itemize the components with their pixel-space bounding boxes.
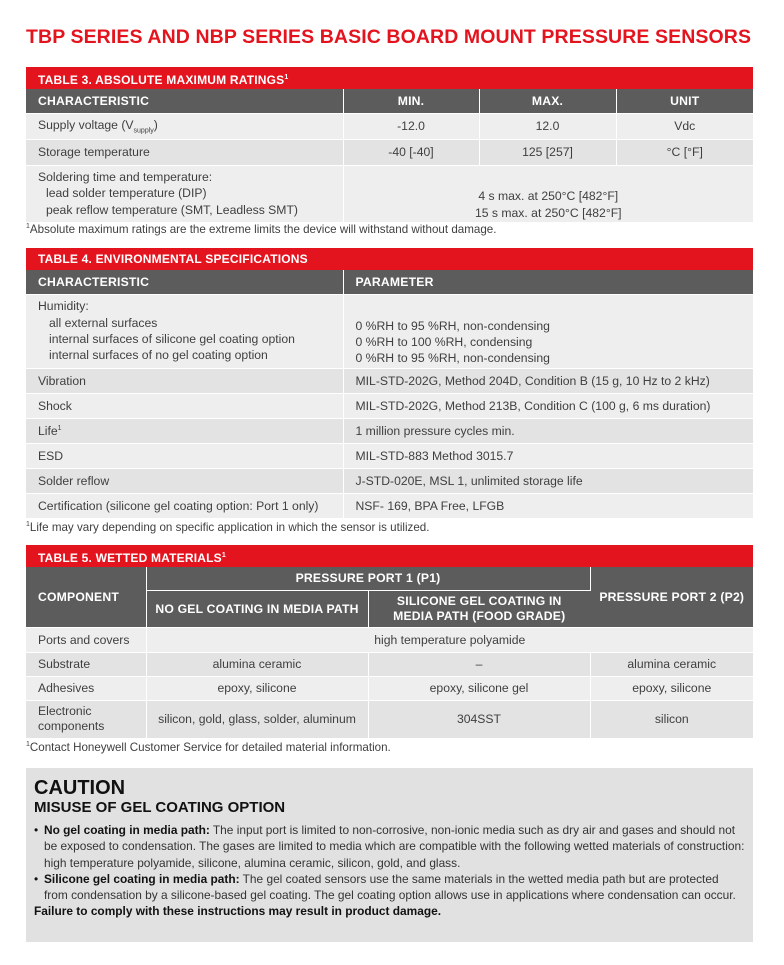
cell-value: epoxy, silicone gel [368,676,590,700]
table-title: TABLE 3. ABSOLUTE MAXIMUM RATINGS$^1$ [26,67,753,89]
table-title: TABLE 4. ENVIRONMENTAL SPECIFICATIONS [26,248,753,270]
table-wetted-materials [26,545,753,739]
footnote: $^1$Contact Honeywell Customer Service for detailed material information. [26,741,391,754]
table-row [26,493,753,518]
cell-value: alumina ceramic [146,652,368,676]
table-row [26,368,753,393]
cell-value: 12.0 [479,113,616,139]
table-header-row [26,567,753,590]
cell-value: alumina ceramic [590,652,753,676]
table-row [26,700,753,738]
cell-value: 304SST [368,700,590,738]
table-header-row [26,89,753,113]
column-header: NO GEL COATING IN MEDIA PATH [146,590,368,627]
table-row [26,113,753,139]
row-label: Electronic components [26,700,146,738]
cell-value: Vdc [616,113,753,139]
row-label: Ports and covers [26,627,146,652]
row-label: Certification (silicone gel coating option: Port 1 only) [26,493,343,518]
table-absolute-maximum-ratings [26,67,753,223]
table-title: TABLE 5. WETTED MATERIALS$^1$ [26,545,753,567]
column-header: CHARACTERISTIC [26,89,343,113]
table-row [26,468,753,493]
column-header: MAX. [479,89,616,113]
cell-value: 125 [257] [479,139,616,165]
cell-value: NSF- 169, BPA Free, LFGB [343,493,753,518]
column-header: CHARACTERISTIC [26,270,343,294]
cell-value: silicon [590,700,753,738]
caution-warning: Failure to comply with these instructions may result in product damage. [34,904,441,919]
cell-value: J-STD-020E, MSL 1, unlimited storage life [343,468,753,493]
cell-value: -40 [-40] [343,139,479,165]
cell-value: epoxy, silicone [146,676,368,700]
cell-value: 0 %RH to 95 %RH, non-condensing 0 %RH to 100 %RH, condensing 0 %RH to 95 %RH, non-condensing [343,294,753,368]
table-row [26,294,753,368]
table-row [26,676,753,700]
cell-value: -12.0 [343,113,479,139]
column-header: SILICONE GEL COATING IN MEDIA PATH (FOOD GRADE) [368,590,590,627]
column-header: PRESSURE PORT 1 (P1) [146,567,590,590]
caution-subtitle: MISUSE OF GEL COATING OPTION [34,799,286,816]
table-row [26,165,753,222]
table-row [26,627,753,652]
row-label: Shock [26,393,343,418]
caution-title: CAUTION [34,777,126,799]
cell-value: – [368,652,590,676]
cell-value: epoxy, silicone [590,676,753,700]
caution-item: • No gel coating in media path: The input port is limited to non-corrosive, non-ionic media such as dry air and gases and should not be exposed to condensation. The gases are limited to media which are compatible with the following wetted materials of construction: high temperature polyamide, silicone, alumina ceramic, silicon, gold, and glass. [34,822,745,871]
row-label: Supply voltage $(V_{supply})$ [26,113,343,139]
row-label: Solder reflow [26,468,343,493]
table-row [26,139,753,165]
footnote: $^1$Life may vary depending on specific application in which the sensor is utilized. [26,521,430,534]
table-row [26,418,753,443]
page-title: TBP SERIES AND NBP SERIES BASIC BOARD MOUNT PRESSURE SENSORS [26,26,752,48]
column-header: MIN. [343,89,479,113]
caution-box [26,768,753,942]
row-label: ESD [26,443,343,468]
column-header: COMPONENT [26,567,146,627]
cell-value: MIL-STD-883 Method 3015.7 [343,443,753,468]
row-label: Soldering time and temperature: lead solder temperature (DIP) peak reflow temperature (SMT, Leadless SMT) [26,165,343,222]
cell-value: 1 million pressure cycles min. [343,418,753,443]
column-header: PARAMETER [343,270,753,294]
row-label: Humidity: all external surfaces internal surfaces of silicone gel coating option internal surfaces of no gel coating option [26,294,343,368]
cell-value: 4 s max. at 250°C [482°F] 15 s max. at 250°C [482°F] [343,165,753,222]
cell-value: MIL-STD-202G, Method 204D, Condition B (15 g, 10 Hz to 2 kHz) [343,368,753,393]
table-environmental-specifications [26,248,753,519]
footnote: $^1$Absolute maximum ratings are the extreme limits the device will withstand without damage. [26,223,497,236]
caution-item: • Silicone gel coating in media path: The gel coated sensors use the same materials in the wetted media path but are protected from condensation by a silicone-based gel coating. The gel coating option allows use in applications where condensation can occur. [34,871,745,904]
row-label: Storage temperature [26,139,343,165]
cell-value: °C [°F] [616,139,753,165]
table-row [26,443,753,468]
column-header: UNIT [616,89,753,113]
row-label: Vibration [26,368,343,393]
caution-list [34,822,745,903]
row-label: Substrate [26,652,146,676]
table-row [26,393,753,418]
column-header: PRESSURE PORT 2 (P2) [590,567,753,627]
row-label: Life$^1$ [26,418,343,443]
cell-value: high temperature polyamide [146,627,753,652]
row-label: Adhesives [26,676,146,700]
table-row [26,652,753,676]
cell-value: silicon, gold, glass, solder, aluminum [146,700,368,738]
cell-value: MIL-STD-202G, Method 213B, Condition C (100 g, 6 ms duration) [343,393,753,418]
table-header-row [26,270,753,294]
